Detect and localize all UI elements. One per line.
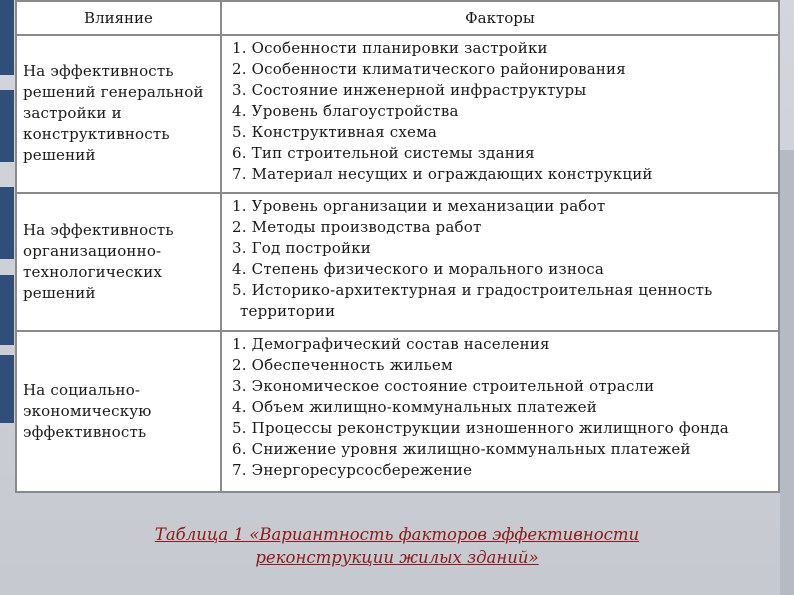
factor-item: 5. Конструктивная схема — [232, 123, 438, 141]
influence-line: На эффективность — [23, 220, 174, 239]
table-header-row — [16, 1, 779, 35]
factor-item: 3. Состояние инженерной инфраструктуры — [232, 81, 587, 99]
factor-item: 1. Уровень организации и механизации работ — [232, 196, 606, 215]
factor-item: 1. Демографический состав населения — [232, 335, 550, 354]
factors-table — [15, 0, 780, 493]
influence-cell — [16, 35, 221, 193]
factor-item: 3. Экономическое состояние строительной отрасли — [232, 377, 655, 396]
factor-item: 3. Год постройки — [232, 238, 371, 257]
side-accent-bar — [0, 187, 14, 259]
table-caption — [30, 523, 764, 569]
factor-item: 2. Методы производства работ — [232, 217, 482, 236]
right-decor-strip — [780, 150, 794, 595]
table-row — [16, 35, 779, 193]
factor-item: 6. Снижение уровня жилищно-коммунальных платежей — [232, 440, 691, 459]
header-influence — [16, 1, 221, 35]
header-influence-label: Влияние — [84, 9, 153, 27]
influence-line: решений генеральной — [23, 83, 204, 102]
factor-item-continuation: территории — [240, 301, 336, 320]
factor-item: 4. Степень физического и морального износа — [232, 259, 605, 278]
factor-item: 7. Материал несущих и ограждающих конструкций — [232, 165, 653, 183]
table-row — [16, 193, 779, 332]
influence-line: На эффективность — [23, 62, 174, 81]
influence-line: эффективность — [23, 423, 147, 442]
factors-cell — [221, 331, 779, 492]
side-accent-bar — [0, 0, 14, 75]
header-factors — [221, 1, 779, 35]
side-accent-bar — [0, 275, 14, 345]
influence-line: технологических — [23, 262, 163, 281]
influence-line: организационно- — [23, 241, 162, 260]
factor-item: 1. Особенности планировки застройки — [232, 39, 548, 57]
influence-cell — [16, 331, 221, 492]
influence-line: На социально- — [23, 381, 141, 400]
caption-line-1: Таблица 1 «Вариантность факторов эффективности — [154, 525, 640, 544]
factors-cell — [221, 35, 779, 193]
influence-line: решений — [23, 283, 96, 302]
influence-line: экономическую — [23, 402, 152, 421]
factor-item: 4. Объем жилищно-коммунальных платежей — [232, 398, 597, 417]
header-factors-label: Факторы — [465, 9, 535, 27]
influence-cell — [16, 193, 221, 332]
factor-item: 2. Обеспеченность жильем — [232, 356, 453, 375]
factors-table-container — [15, 0, 778, 493]
influence-line: застройки и — [23, 104, 122, 123]
factor-item: 5. Процессы реконструкции изношенного жилищного фонда — [232, 419, 729, 438]
factors-cell — [221, 193, 779, 332]
factor-item: 5. Историко-архитектурная и градостроительная ценность — [232, 280, 713, 299]
factor-item: 4. Уровень благоустройства — [232, 102, 459, 120]
influence-line: конструктивность — [23, 125, 170, 144]
side-accent-bar — [0, 90, 14, 162]
table-row — [16, 331, 779, 492]
factor-item: 2. Особенности климатического районирования — [232, 60, 626, 78]
influence-line: решений — [23, 146, 96, 165]
factor-item: 6. Тип строительной системы здания — [232, 144, 535, 162]
caption-line-2: реконструкции жилых зданий» — [255, 548, 539, 567]
factor-item: 7. Энергоресурсосбережение — [232, 461, 473, 480]
side-accent-bar — [0, 355, 14, 423]
